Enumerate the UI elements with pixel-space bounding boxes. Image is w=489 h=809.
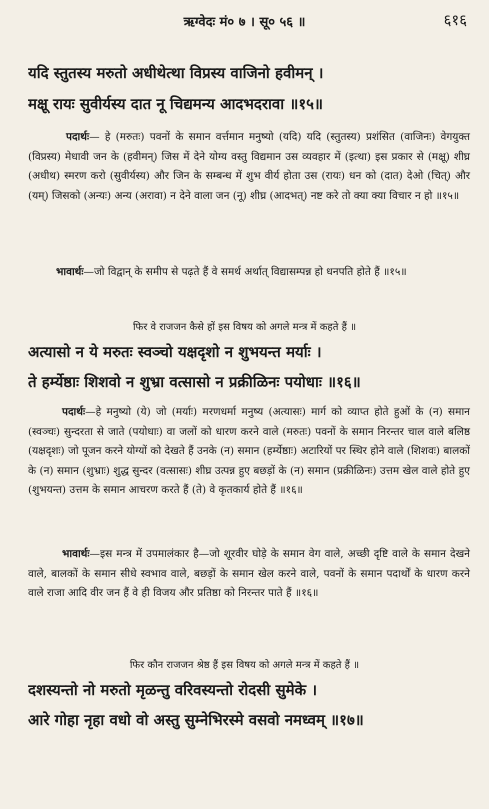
bhavartha-label: भावार्थः: [56, 266, 84, 278]
mantra-15-line-2: मक्षू रायः सुवीर्यस्य दात नू चिद्यमन्य आदभदरावा ॥१५॥: [28, 95, 323, 113]
padartha-16: [28, 403, 470, 501]
padartha-label: पदार्थः: [62, 406, 86, 418]
padartha-label: पदार्थः: [66, 131, 90, 143]
running-title: ऋग्वेदः मं० ७ । सू० ५६ ॥: [183, 15, 306, 30]
bhavartha-15: [28, 263, 470, 283]
padartha-text: —हे मनुष्यो (ये) जो (मर्याः) मरणधर्मा मनुष्य (अत्यासः) मार्ग को व्याप्त होते हुओं के (न) समान (स्वञ्चः) सुन्दरता से जाते (पयोधाः) वा जलों को धारण करने वाले (मरुतः) पवनों के समान निरन्तर चाल वाले बलिष्ठ (यक्षदृशः) जो पूजन करने योग्यों को देखते हैं उनके (न) समान (हर्म्येष्ठाः) अटारियों पर स्थिर होने वाले (शिशवः) बालकों के (न) समान (शुभ्राः) शुद्ध सुन्दर (वत्सासः) शीघ्र उत्पन्न हुए बछड़ों के (न) समान (प्रक्रीळिनः) उत्तम खेल वाले होते हुए (शुभयन्त) उत्तम के समान आचरण करते हैं (ते) वे कृतकार्य होते हैं ॥१६॥: [28, 406, 470, 496]
bhavartha-label: भावार्थः: [62, 548, 90, 560]
padartha-text: — हे (मरुतः) पवनों के समान वर्त्तमान मनुष्यो (यदि) यदि (स्तुतस्य) प्रशंसित (वाजिनः) वेगयुक्त (विप्रस्य) मेधावी जन के (हवीमन्) जिस में देने योग्य वस्तु विद्यमान उस व्यवहार में (इत्था) इस प्रकार से (मक्षू) शीघ्र (अधीथ) स्मरण करो (सुवीर्यस्य) और जिन के सम्बन्ध में शुभ वीर्य होता उस (रायः) धन को (दात) देओ (चित्) और (यम्) जिसको (अन्यः) अन्य (अरावा) न देने वाला जन (नू) शीघ्र (आदभत्) नष्ट करे तो क्या क्या विचार न हो ॥१५॥: [28, 131, 470, 202]
mantra-15-line-1: यदि स्तुतस्य मरुतो अधीथेत्था विप्रस्य वाजिनो हवीमन् ।: [28, 64, 324, 82]
bhavartha-text: —जो विद्वान् के समीप से पढ़ते हैं वे समर्थ अर्थात् विद्यासम्पन्न हो धनपति होते हैं ॥१५॥: [83, 266, 407, 278]
page-header: [0, 10, 489, 32]
mantra-16-line-1: अत्यासो न ये मरुतः स्वञ्चो यक्षदृशो न शुभयन्त मर्याः ।: [28, 343, 322, 361]
bhavartha-text: —इस मन्त्र में उपमालंकार है—जो शूरवीर घोड़े के समान वेग वाले, अच्छी दृष्टि वाले के समान देखने वाले, बालकों के समान सीधे स्वभाव वाले, बछड़ों के समान खेल करने वाले, पवनों के समान पदार्थों के धारण करने वाले राजा आदि वीर जन हैं वे ही विजय और प्रतिष्ठा को निरन्तर पाते हैं ॥१६॥: [28, 548, 470, 599]
padartha-15: [28, 128, 470, 206]
intro-note-16: फिर वे राजजन कैसे हों इस विषय को अगले मन्त्र में कहते हैं ॥: [132, 322, 357, 333]
bhavartha-16: [28, 545, 470, 604]
mantra-17-line-2: आरे गोहा नृहा वधो वो अस्तु सुम्नेभिरस्मे वसवो नमध्वम् ॥१७॥: [28, 711, 364, 729]
intro-note-17: फिर कौन राजजन श्रेष्ठ हैं इस विषय को अगले मन्त्र में कहते हैं ॥: [129, 660, 360, 671]
mantra-17-line-1: दशस्यन्तो नो मरुतो मृळन्तु वरिवस्यन्तो रोदसी सुमेके ।: [28, 681, 318, 699]
mantra-16-line-2: ते हर्म्येष्ठाः शिशवो न शुभ्रा वत्सासो न प्रक्रीळिनः पयोधाः ॥१६॥: [28, 373, 361, 391]
page-number: ६१६: [443, 11, 467, 29]
